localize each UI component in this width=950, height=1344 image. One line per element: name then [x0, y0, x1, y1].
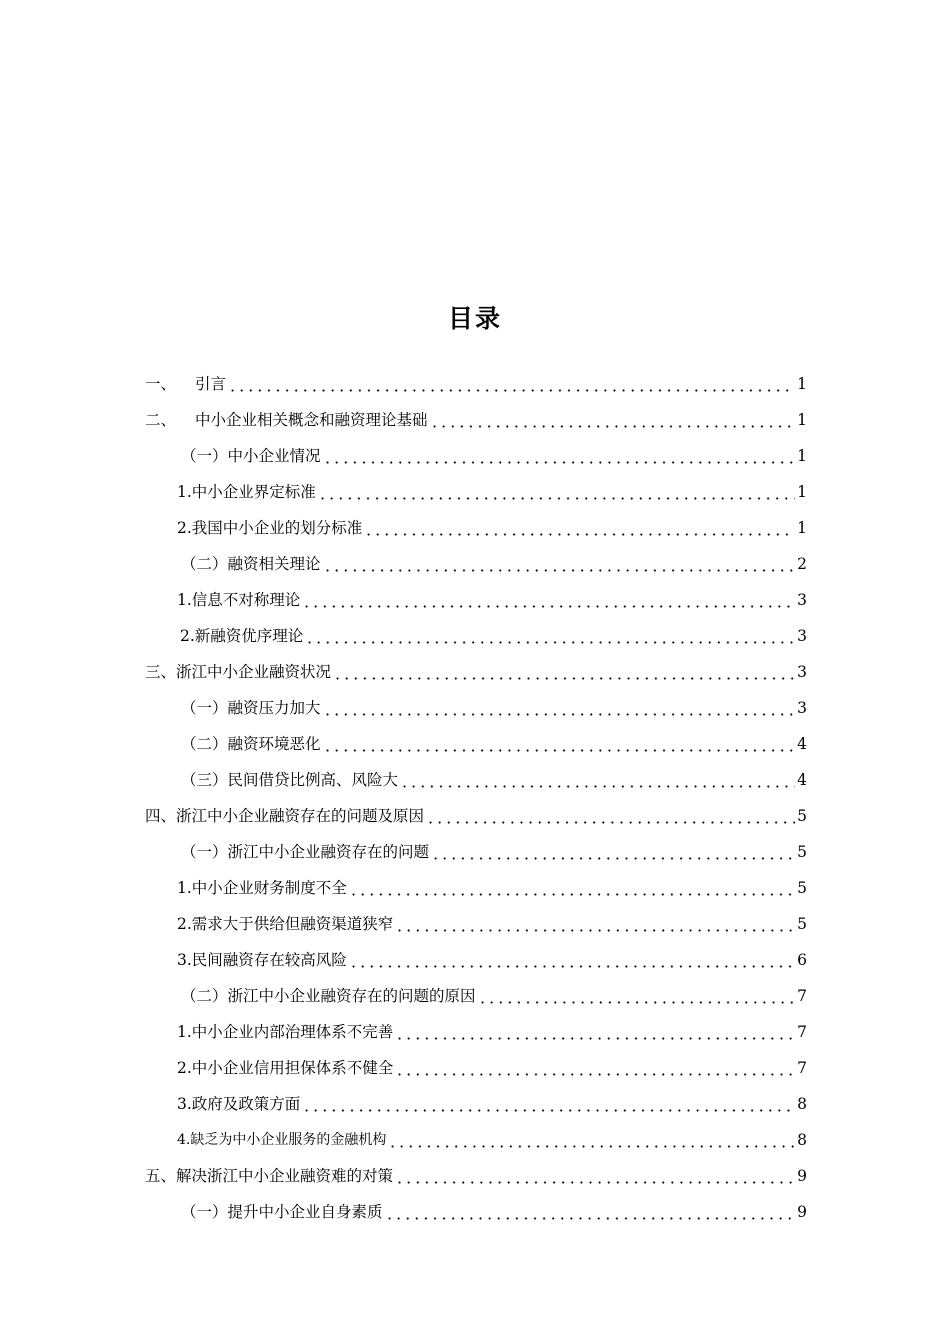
toc-entry-page: 9	[797, 1203, 807, 1221]
dot-leader	[430, 409, 796, 431]
toc-entry-label: 2.需求大于供给但融资渠道狭窄	[177, 915, 394, 933]
toc-entry-label: 1.中小企业财务制度不全	[177, 879, 347, 897]
toc-entry-label: 四、浙江中小企业融资存在的问题及原因	[145, 807, 425, 825]
dot-leader	[349, 949, 795, 971]
toc-entry-label: 2.新融资优序理论	[180, 627, 304, 645]
toc-title: 目录	[447, 304, 502, 333]
toc-entry-label: （三）民间借贷比例高、风险大	[181, 771, 399, 789]
dot-leader	[395, 1165, 795, 1187]
toc-entry[interactable]	[177, 902, 807, 938]
toc-entry-page: 5	[797, 915, 807, 933]
toc-entry-number: 一、	[145, 375, 177, 393]
dot-leader	[305, 625, 795, 647]
toc-entry[interactable]	[181, 722, 807, 758]
toc-entry-page: 1	[797, 483, 807, 501]
toc-entry[interactable]	[177, 470, 807, 506]
toc-entry[interactable]	[177, 578, 807, 614]
toc-entry[interactable]	[177, 1046, 807, 1082]
toc-entry-label: （一）中小企业情况	[181, 447, 321, 465]
toc-entry-page: 1	[797, 519, 807, 537]
toc-entry-label: （二）浙江中小企业融资存在的问题的原因	[181, 987, 476, 1005]
dot-leader	[323, 697, 796, 719]
toc-entry[interactable]	[180, 614, 807, 650]
toc-entry[interactable]	[177, 938, 807, 974]
dot-leader	[364, 517, 795, 539]
toc-entry[interactable]	[181, 974, 807, 1010]
dot-leader	[333, 661, 795, 683]
toc-entry-label: 五、解决浙江中小企业融资难的对策	[145, 1167, 394, 1185]
toc-entry-page: 7	[797, 987, 807, 1005]
toc-entry-label: 4.缺乏为中小企业服务的金融机构	[177, 1132, 387, 1148]
dot-leader	[228, 373, 795, 395]
toc-entry-page: 7	[797, 1023, 807, 1041]
toc-entry[interactable]	[145, 1154, 807, 1190]
toc-entry[interactable]	[177, 506, 807, 542]
dot-leader	[302, 589, 795, 611]
toc-entry-page: 3	[797, 699, 807, 717]
toc-entry-page: 4	[797, 735, 807, 753]
toc-entry[interactable]	[181, 830, 807, 866]
dot-leader	[395, 1021, 795, 1043]
toc-entry[interactable]	[177, 1010, 807, 1046]
toc-entry-label: 1.中小企业界定标准	[177, 483, 316, 501]
toc-entry[interactable]	[145, 398, 807, 434]
toc-entry-page: 1	[797, 411, 807, 429]
toc-entry-page: 5	[797, 807, 807, 825]
toc-entry-label: 2.中小企业信用担保体系不健全	[177, 1059, 394, 1077]
toc-entry-page: 1	[797, 375, 807, 393]
dot-leader	[431, 841, 795, 863]
dot-leader	[385, 1201, 796, 1223]
toc-entry-label: 3.政府及政策方面	[177, 1095, 301, 1113]
toc-entry-label: 1.信息不对称理论	[177, 591, 301, 609]
toc-entry-page: 5	[797, 843, 807, 861]
dot-leader	[323, 733, 796, 755]
toc-entry-page: 8	[797, 1095, 807, 1113]
toc-entry[interactable]	[181, 1190, 807, 1226]
toc-entry-label: 三、浙江中小企业融资状况	[145, 663, 332, 681]
toc-entry-label: 2.我国中小企业的划分标准	[177, 519, 363, 537]
toc-entry-page: 9	[797, 1167, 807, 1185]
dot-leader	[395, 1057, 795, 1079]
dot-leader	[400, 769, 795, 791]
toc-entry-page: 3	[797, 663, 807, 681]
dot-leader	[388, 1129, 795, 1151]
toc-entry-page: 7	[797, 1059, 807, 1077]
toc-entry-label: 中小企业相关概念和融资理论基础	[195, 411, 428, 429]
toc-entry-page: 8	[797, 1131, 807, 1149]
toc-entry-label: 1.中小企业内部治理体系不完善	[177, 1023, 394, 1041]
toc-entry-page: 3	[797, 627, 807, 645]
toc-entry-number: 二、	[145, 411, 177, 429]
toc-entry[interactable]	[181, 542, 807, 578]
toc-entry-page: 3	[797, 591, 807, 609]
toc-entry-label: （一）提升中小企业自身素质	[181, 1203, 383, 1221]
toc-entry-page: 4	[797, 771, 807, 789]
toc-entry[interactable]	[177, 1118, 807, 1154]
toc-entry[interactable]	[181, 686, 807, 722]
toc-entry-page: 5	[797, 879, 807, 897]
toc-entry[interactable]	[181, 434, 807, 470]
dot-leader	[323, 553, 796, 575]
toc-entry[interactable]	[177, 1082, 807, 1118]
toc-entry[interactable]	[177, 866, 807, 902]
toc-entry-label: 引言	[195, 375, 227, 393]
dot-leader	[426, 805, 795, 827]
toc-entry[interactable]	[145, 650, 807, 686]
toc-entry[interactable]	[145, 794, 807, 830]
toc-entry-label: （一）融资压力加大	[181, 699, 321, 717]
dot-leader	[302, 1093, 795, 1115]
toc-entry-label: （一）浙江中小企业融资存在的问题	[181, 843, 430, 861]
toc-entry-page: 6	[797, 951, 807, 969]
dot-leader	[478, 985, 796, 1007]
toc-entry[interactable]	[181, 758, 807, 794]
toc-entry-page: 2	[797, 555, 807, 573]
toc-entry[interactable]	[145, 362, 807, 398]
dot-leader	[395, 913, 795, 935]
toc-entry-label: （二）融资相关理论	[181, 555, 321, 573]
toc-entry-page: 1	[797, 447, 807, 465]
dot-leader	[323, 445, 796, 467]
dot-leader	[349, 877, 795, 899]
toc-entry-label: （二）融资环境恶化	[181, 735, 321, 753]
toc-entry-label: 3.民间融资存在较高风险	[177, 951, 347, 969]
dot-leader	[318, 481, 795, 503]
